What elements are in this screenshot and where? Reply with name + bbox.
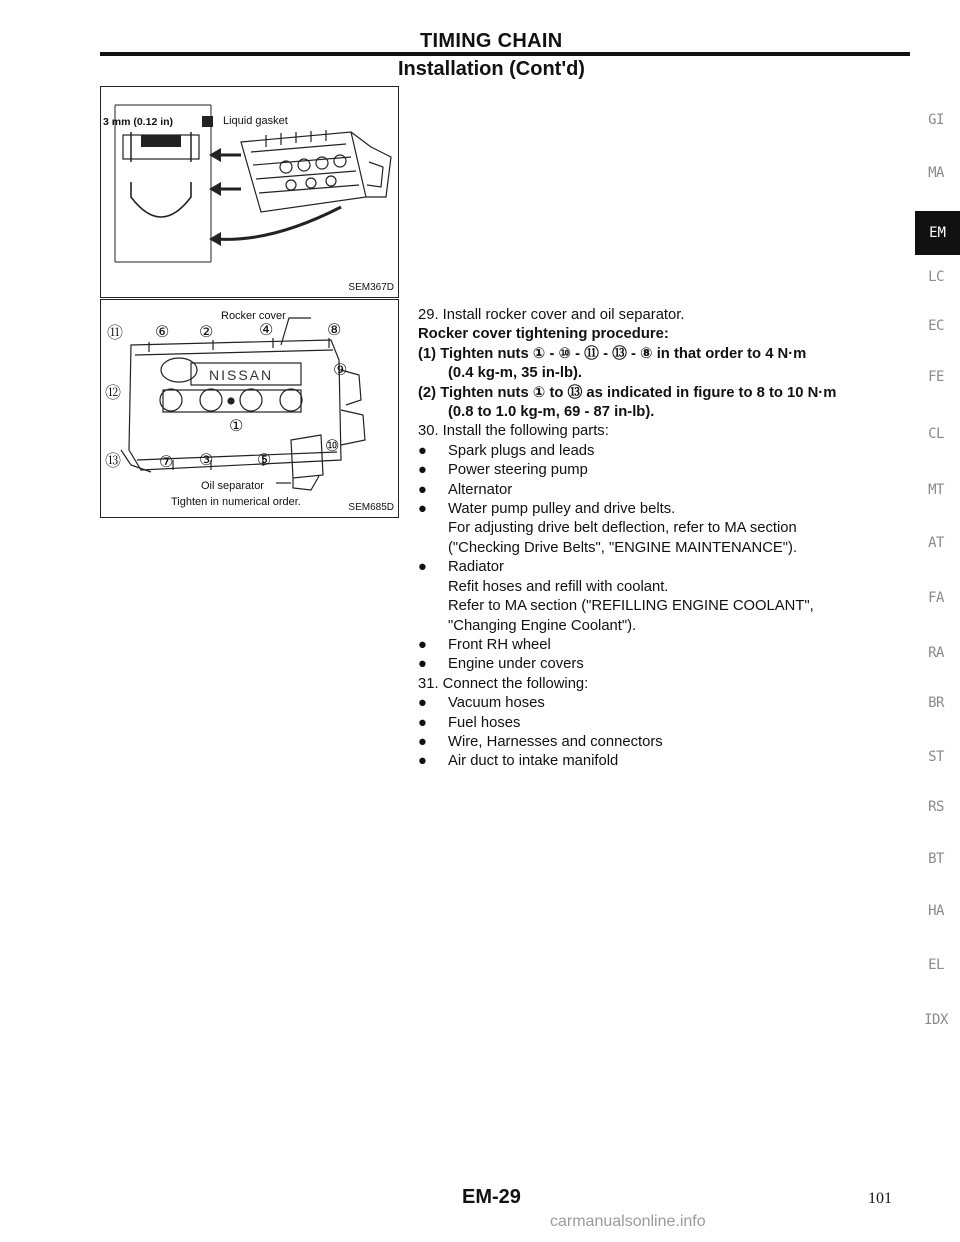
- bullet-icon: ●: [418, 559, 427, 576]
- step-31: 31. Connect the following:: [418, 675, 589, 692]
- page-code: EM-29: [462, 1186, 521, 1208]
- section-tab-em[interactable]: EM: [915, 211, 960, 255]
- list-item: ● Engine under covers: [418, 655, 918, 674]
- section-tab-fe[interactable]: FE: [928, 369, 944, 385]
- rocker-cover-label: Rocker cover: [221, 310, 286, 322]
- section-tab-ha[interactable]: HA: [928, 903, 944, 919]
- bullet-icon: ●: [418, 695, 427, 712]
- section-tab-ec[interactable]: EC: [928, 318, 944, 334]
- section-tab-rs[interactable]: RS: [928, 799, 944, 815]
- bolt-7: ⑦: [159, 454, 174, 471]
- step-30: 30. Install the following parts:: [418, 423, 609, 440]
- bolt-13: ⑬: [105, 453, 122, 470]
- step-29: 29. Install rocker cover and oil separator.: [418, 307, 685, 323]
- procedure-title: Rocker cover tightening procedure:: [418, 326, 669, 343]
- figure-code: SEM685D: [348, 502, 394, 513]
- bolt-4: ④: [259, 322, 274, 339]
- list-item-detail: Refit hoses and refill with coolant.: [448, 578, 669, 595]
- page-title: TIMING CHAIN: [420, 30, 563, 52]
- section-tab-gi[interactable]: GI: [928, 112, 944, 128]
- bullet-icon: ●: [418, 481, 427, 498]
- gasket-symbol-icon: [202, 116, 213, 127]
- bullet-icon: ●: [418, 656, 427, 673]
- bullet-icon: ●: [418, 442, 427, 459]
- list-item: ● Fuel hoses: [418, 714, 918, 733]
- bolt-9: ⑨: [333, 362, 348, 379]
- list-item: ● Spark plugs and leads: [418, 442, 918, 461]
- section-tab-cl[interactable]: CL: [928, 426, 944, 442]
- section-tab-el[interactable]: EL: [928, 957, 944, 973]
- page-subtitle: Installation (Cont'd): [398, 58, 585, 80]
- page-number: 101: [868, 1190, 892, 1207]
- bullet-icon: ●: [418, 462, 427, 479]
- bullet-icon: ●: [418, 636, 427, 653]
- section-tab-br[interactable]: BR: [928, 695, 944, 711]
- figure-caption: Tighten in numerical order.: [171, 496, 301, 508]
- section-tab-ma[interactable]: MA: [928, 165, 944, 181]
- list-item-detail: "Changing Engine Coolant").: [448, 617, 637, 634]
- bolt-1: ①: [229, 418, 244, 435]
- list-item: ● Air duct to intake manifold: [418, 752, 918, 771]
- list-item: ● Front RH wheel: [418, 636, 918, 655]
- procedure-step-1: (1) Tighten nuts ① - ⑩ - ⑪ - ⑬ - ⑧ in that order to 4 N·m: [418, 345, 807, 362]
- procedure-step-2: (2) Tighten nuts ① to ⑬ as indicated in figure to 8 to 10 N·m: [418, 384, 837, 401]
- list-item: ● Vacuum hoses: [418, 694, 918, 713]
- section-tab-st[interactable]: ST: [928, 749, 944, 765]
- dimension-label: 3 mm (0.12 in): [103, 116, 174, 128]
- bolt-6: ⑥: [155, 324, 170, 341]
- instructions: [418, 306, 918, 772]
- bolt-12: ⑫: [105, 385, 122, 402]
- bolt-3: ③: [199, 452, 214, 469]
- section-tab-ra[interactable]: RA: [928, 645, 944, 661]
- list-item: ● Alternator: [418, 481, 918, 500]
- list-item: ● Water pump pulley and drive belts.: [418, 500, 918, 519]
- bullet-icon: ●: [418, 753, 427, 770]
- procedure-step-2-values: (0.8 to 1.0 kg-m, 69 - 87 in-lb).: [448, 404, 655, 421]
- section-tab-fa[interactable]: FA: [928, 590, 944, 606]
- bolt-10: ⑩: [325, 438, 340, 455]
- section-tab-idx[interactable]: IDX: [924, 1012, 948, 1028]
- section-tab-lc[interactable]: LC: [928, 269, 944, 285]
- oil-separator-label: Oil separator: [201, 480, 264, 492]
- figure-code: SEM367D: [348, 282, 394, 293]
- bolt-2: ②: [199, 324, 214, 341]
- section-tab-at[interactable]: AT: [928, 535, 944, 551]
- bullet-icon: ●: [418, 714, 427, 731]
- bolt-11: ⑪: [107, 325, 124, 342]
- list-item-detail: ("Checking Drive Belts", "ENGINE MAINTENANCE").: [448, 539, 798, 556]
- watermark: carmanualsonline.info: [550, 1213, 706, 1230]
- figure-liquid-gasket: [100, 86, 399, 298]
- section-tab-mt[interactable]: MT: [928, 482, 944, 498]
- list-item-detail: Refer to MA section ("REFILLING ENGINE COOLANT",: [448, 598, 814, 615]
- section-tab-bt[interactable]: BT: [928, 851, 944, 867]
- bullet-icon: ●: [418, 733, 427, 750]
- bolt-8: ⑧: [327, 322, 342, 339]
- gasket-label: Liquid gasket: [223, 115, 288, 127]
- bolt-5: ⑤: [257, 452, 272, 469]
- bullet-icon: ●: [418, 501, 427, 518]
- list-item: ● Wire, Harnesses and connectors: [418, 733, 918, 752]
- list-item-detail: For adjusting drive belt deflection, refer to MA section: [448, 520, 797, 537]
- list-item: ● Power steering pump: [418, 461, 918, 480]
- header-rule: [100, 52, 910, 56]
- figure-rocker-cover: [100, 299, 399, 518]
- procedure-step-1-values: (0.4 kg-m, 35 in-lb).: [448, 365, 583, 382]
- list-item: ● Radiator: [418, 558, 918, 577]
- nissan-brand: NISSAN: [209, 367, 274, 383]
